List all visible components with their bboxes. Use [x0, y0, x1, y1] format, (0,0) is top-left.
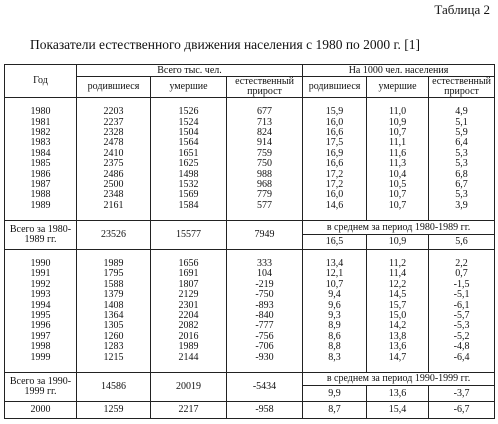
cell-natural: -219: [227, 280, 303, 290]
cell-natural-rel: 0,7: [429, 269, 495, 279]
spacer-cell: [77, 363, 151, 373]
spacer-cell: [77, 211, 151, 221]
cell-born: 2237: [77, 117, 151, 127]
cell-born: 1989: [77, 259, 151, 269]
cell-born: 1588: [77, 280, 151, 290]
spacer-cell: [151, 211, 227, 221]
header-group-absolute: Всего тыс. чел.: [77, 65, 303, 77]
cell-died-rel: 14,2: [367, 321, 429, 331]
table-row: [5, 321, 495, 331]
cell-year: 1982: [5, 128, 77, 138]
cell-natural: 677: [227, 107, 303, 117]
table-row: [5, 201, 495, 211]
header-died-rel: умершие: [367, 77, 429, 98]
cell-born: 2500: [77, 180, 151, 190]
cell-born-rel: 13,4: [303, 259, 367, 269]
cell-year: 1991: [5, 269, 77, 279]
cell-born: 2161: [77, 201, 151, 211]
table-row: [5, 259, 495, 269]
cell-born-rel: 16,6: [303, 159, 367, 169]
cell-born-rel: 16,9: [303, 149, 367, 159]
cell-born-rel: 8,7: [303, 401, 367, 418]
cell-born-rel: 17,2: [303, 180, 367, 190]
cell-natural-rel: 3,9: [429, 201, 495, 211]
cell-born: 1795: [77, 269, 151, 279]
population-table: [4, 64, 495, 419]
summary-died: 20019: [151, 372, 227, 401]
cell-born: 2348: [77, 190, 151, 200]
cell-natural: 824: [227, 128, 303, 138]
table-row: [5, 352, 495, 362]
cell-born: 1364: [77, 311, 151, 321]
cell-born-rel: 8,3: [303, 352, 367, 362]
summary-label: Всего за 1980-1989 гг.: [5, 220, 77, 249]
cell-born: 2203: [77, 107, 151, 117]
average-label: в среднем за период 1990-1999 гг.: [303, 372, 495, 385]
table-row: [5, 128, 495, 138]
spacer-cell: [429, 363, 495, 373]
cell-died: 1498: [151, 169, 227, 179]
cell-year: 1995: [5, 311, 77, 321]
spacer-cell: [227, 363, 303, 373]
cell-natural-rel: 5,3: [429, 190, 495, 200]
cell-born: 2375: [77, 159, 151, 169]
cell-born: 1215: [77, 352, 151, 362]
cell-natural: 988: [227, 169, 303, 179]
table-row: [5, 300, 495, 310]
cell-year: 1990: [5, 259, 77, 269]
cell-born-rel: 17,5: [303, 138, 367, 148]
block-1990s: [5, 249, 495, 372]
average-born: 16,5: [303, 235, 367, 250]
cell-natural-rel: -5,3: [429, 321, 495, 331]
cell-died: 1504: [151, 128, 227, 138]
cell-natural-rel: -4,8: [429, 342, 495, 352]
cell-died-rel: 12,2: [367, 280, 429, 290]
cell-born: 1260: [77, 332, 151, 342]
cell-born-rel: 16,0: [303, 117, 367, 127]
cell-natural-rel: 6,7: [429, 180, 495, 190]
cell-natural: 333: [227, 259, 303, 269]
summary-born: 23526: [77, 220, 151, 249]
cell-died-rel: 13,6: [367, 342, 429, 352]
summary-died: 15577: [151, 220, 227, 249]
table-row: [5, 332, 495, 342]
table-row: [5, 401, 495, 418]
cell-natural: -756: [227, 332, 303, 342]
cell-died: 2301: [151, 300, 227, 310]
average-natural: 5,6: [429, 235, 495, 250]
cell-died-rel: 14,5: [367, 290, 429, 300]
cell-year: 1996: [5, 321, 77, 331]
cell-born-rel: 12,1: [303, 269, 367, 279]
cell-natural-rel: -5,1: [429, 290, 495, 300]
cell-born-rel: 8,6: [303, 332, 367, 342]
cell-natural: -777: [227, 321, 303, 331]
cell-born: 1408: [77, 300, 151, 310]
table-row: [5, 290, 495, 300]
table-row: [5, 342, 495, 352]
cell-year: 1998: [5, 342, 77, 352]
cell-natural-rel: -6,1: [429, 300, 495, 310]
cell-born-rel: 16,0: [303, 190, 367, 200]
cell-born-rel: 16,6: [303, 128, 367, 138]
cell-died: 1569: [151, 190, 227, 200]
table-row: [5, 190, 495, 200]
cell-born: 2410: [77, 149, 151, 159]
table-row: [5, 311, 495, 321]
cell-year: 2000: [5, 401, 77, 418]
cell-natural-rel: -6,7: [429, 401, 495, 418]
cell-born: 2328: [77, 128, 151, 138]
cell-year: 1993: [5, 290, 77, 300]
summary-natural: -5434: [227, 372, 303, 401]
cell-natural-rel: 5,3: [429, 149, 495, 159]
spacer-cell: [367, 211, 429, 221]
spacer-cell: [227, 211, 303, 221]
spacer-cell: [367, 363, 429, 373]
cell-natural: -893: [227, 300, 303, 310]
cell-year: 1984: [5, 149, 77, 159]
cell-natural: 914: [227, 138, 303, 148]
cell-born: 1259: [77, 401, 151, 418]
cell-died: 1691: [151, 269, 227, 279]
cell-year: 1994: [5, 300, 77, 310]
cell-died-rel: 14,7: [367, 352, 429, 362]
average-natural: -3,7: [429, 386, 495, 402]
summary-1990s: [5, 372, 495, 401]
cell-died: 1651: [151, 149, 227, 159]
cell-died: 1656: [151, 259, 227, 269]
table-row: [5, 169, 495, 179]
cell-born: 2478: [77, 138, 151, 148]
summary-1980s: [5, 220, 495, 249]
cell-born-rel: 9,4: [303, 290, 367, 300]
cell-died-rel: 10,7: [367, 128, 429, 138]
cell-natural: 750: [227, 159, 303, 169]
cell-year: 1992: [5, 280, 77, 290]
spacer-row: [5, 98, 495, 108]
cell-died-rel: 15,7: [367, 300, 429, 310]
cell-died-rel: 10,7: [367, 201, 429, 211]
average-born: 9,9: [303, 386, 367, 402]
cell-born: 2486: [77, 169, 151, 179]
cell-year: 1989: [5, 201, 77, 211]
cell-natural: 577: [227, 201, 303, 211]
cell-died: 1625: [151, 159, 227, 169]
cell-year: 1997: [5, 332, 77, 342]
table-row: [5, 180, 495, 190]
cell-year: 1999: [5, 352, 77, 362]
cell-born: 1283: [77, 342, 151, 352]
cell-died-rel: 11,6: [367, 149, 429, 159]
table-row: [5, 280, 495, 290]
cell-natural: 968: [227, 180, 303, 190]
cell-died: 2129: [151, 290, 227, 300]
table-row: [5, 149, 495, 159]
table-row: [5, 107, 495, 117]
cell-died: 1989: [151, 342, 227, 352]
cell-died: 2204: [151, 311, 227, 321]
table-row: [5, 117, 495, 127]
cell-born-rel: 8,8: [303, 342, 367, 352]
cell-died-rel: 11,3: [367, 159, 429, 169]
cell-died: 1584: [151, 201, 227, 211]
cell-born: 1379: [77, 290, 151, 300]
spacer-row: [5, 249, 495, 259]
row-2000-group: [5, 401, 495, 418]
cell-natural: -706: [227, 342, 303, 352]
average-died: 13,6: [367, 386, 429, 402]
cell-died-rel: 15,0: [367, 311, 429, 321]
block-1980s: [5, 98, 495, 221]
cell-died-rel: 10,4: [367, 169, 429, 179]
cell-died: 2144: [151, 352, 227, 362]
cell-natural: -840: [227, 311, 303, 321]
header-group-relative: На 1000 чел. населения: [303, 65, 495, 77]
cell-died-rel: 10,5: [367, 180, 429, 190]
summary-born: 14586: [77, 372, 151, 401]
cell-died-rel: 10,7: [367, 190, 429, 200]
header-year: Год: [5, 65, 77, 98]
cell-died: 2082: [151, 321, 227, 331]
cell-born-rel: 10,7: [303, 280, 367, 290]
cell-natural-rel: 5,3: [429, 159, 495, 169]
header-natural-rel: естественный прирост: [429, 77, 495, 98]
cell-natural-rel: 5,1: [429, 117, 495, 127]
cell-natural-rel: 5,9: [429, 128, 495, 138]
table-caption: Показатели естественного движения населения с 1980 по 2000 г. [1]: [30, 37, 421, 52]
cell-natural-rel: -5,7: [429, 311, 495, 321]
cell-natural-rel: 4,9: [429, 107, 495, 117]
cell-died-rel: 11,0: [367, 107, 429, 117]
cell-died-rel: 13,8: [367, 332, 429, 342]
cell-died: 1532: [151, 180, 227, 190]
cell-year: 1985: [5, 159, 77, 169]
cell-died-rel: 15,4: [367, 401, 429, 418]
cell-died: 1807: [151, 280, 227, 290]
spacer-row: [5, 211, 495, 221]
cell-natural-rel: 6,4: [429, 138, 495, 148]
cell-natural-rel: -5,2: [429, 332, 495, 342]
cell-natural-rel: 6,8: [429, 169, 495, 179]
cell-natural: 713: [227, 117, 303, 127]
cell-died-rel: 10,9: [367, 117, 429, 127]
cell-year: 1986: [5, 169, 77, 179]
spacer-cell: [5, 363, 77, 373]
cell-natural-rel: 2,2: [429, 259, 495, 269]
table-row: [5, 159, 495, 169]
cell-born-rel: 17,2: [303, 169, 367, 179]
cell-born: 1305: [77, 321, 151, 331]
spacer-row: [5, 363, 495, 373]
cell-natural: -958: [227, 401, 303, 418]
header-born: родившиеся: [77, 77, 151, 98]
table-number: Таблица 2: [434, 2, 490, 17]
cell-born-rel: 9,3: [303, 311, 367, 321]
cell-died: 1524: [151, 117, 227, 127]
cell-died-rel: 11,1: [367, 138, 429, 148]
spacer-cell: [5, 211, 77, 221]
summary-label: Всего за 1990-1999 гг.: [5, 372, 77, 401]
spacer-cell: [151, 363, 227, 373]
cell-natural-rel: -6,4: [429, 352, 495, 362]
cell-died: 1526: [151, 107, 227, 117]
table-row: [5, 138, 495, 148]
header-died: умершие: [151, 77, 227, 98]
spacer-cell: [303, 211, 367, 221]
cell-year: 1980: [5, 107, 77, 117]
cell-born-rel: 14,6: [303, 201, 367, 211]
cell-year: 1988: [5, 190, 77, 200]
cell-year: 1987: [5, 180, 77, 190]
cell-died: 1564: [151, 138, 227, 148]
average-label: в среднем за период 1980-1989 гг.: [303, 220, 495, 235]
cell-natural: 759: [227, 149, 303, 159]
cell-year: 1981: [5, 117, 77, 127]
cell-natural: -930: [227, 352, 303, 362]
cell-natural: 104: [227, 269, 303, 279]
cell-died: 2016: [151, 332, 227, 342]
cell-natural: 779: [227, 190, 303, 200]
header-born-rel: родившиеся: [303, 77, 367, 98]
cell-born-rel: 8,9: [303, 321, 367, 331]
cell-born-rel: 15,9: [303, 107, 367, 117]
spacer-cell: [429, 211, 495, 221]
summary-natural: 7949: [227, 220, 303, 249]
cell-died-rel: 11,2: [367, 259, 429, 269]
cell-year: 1983: [5, 138, 77, 148]
spacer-cell: [303, 363, 367, 373]
cell-died-rel: 11,4: [367, 269, 429, 279]
cell-natural: -750: [227, 290, 303, 300]
cell-died: 2217: [151, 401, 227, 418]
header-natural: естественный прирост: [227, 77, 303, 98]
table-row: [5, 269, 495, 279]
cell-born-rel: 9,6: [303, 300, 367, 310]
cell-natural-rel: -1,5: [429, 280, 495, 290]
average-died: 10,9: [367, 235, 429, 250]
